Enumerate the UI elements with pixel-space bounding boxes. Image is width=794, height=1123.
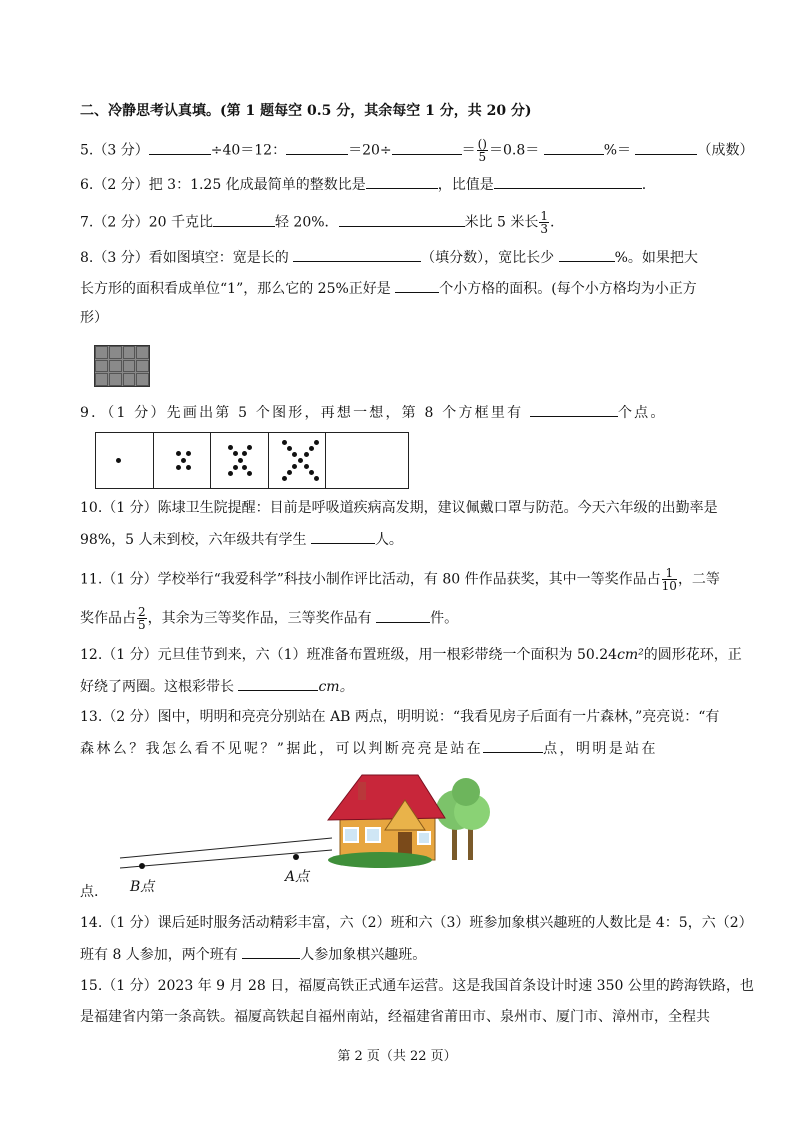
q10-text: 98%，5 人未到校，六年级共有学生 bbox=[80, 532, 307, 548]
fraction bbox=[662, 567, 677, 592]
grid-square bbox=[95, 373, 108, 386]
dot bbox=[298, 458, 303, 463]
pattern-box-1 bbox=[96, 433, 154, 488]
q11-text: 11.（1 分）学校举行“我爱科学”科技小制作评比活动，有 80 件作品获奖，其中一等奖作品占 bbox=[80, 571, 661, 588]
dot bbox=[309, 446, 314, 451]
pattern-box-3 bbox=[211, 433, 269, 488]
q13-text: 点，明明是站在 bbox=[543, 741, 658, 757]
grid-square bbox=[136, 373, 149, 386]
fraction-numerator: 2 bbox=[138, 605, 146, 619]
q5-text: ＝0.8＝ bbox=[489, 142, 540, 159]
answer-blank[interactable] bbox=[311, 529, 375, 544]
dot bbox=[186, 451, 191, 456]
q11-text: 件。 bbox=[430, 610, 459, 627]
q9-text: 个点。 bbox=[617, 405, 667, 421]
answer-blank[interactable] bbox=[635, 140, 697, 155]
dot bbox=[304, 452, 309, 457]
dot bbox=[314, 476, 319, 481]
fraction-denominator: 10 bbox=[661, 579, 677, 593]
grid-square bbox=[123, 346, 136, 359]
label-point-a: A点 bbox=[285, 869, 310, 885]
q12-text: 的圆形花环，正 bbox=[643, 647, 742, 663]
dot bbox=[186, 465, 191, 470]
answer-blank[interactable] bbox=[392, 140, 462, 155]
dot bbox=[292, 464, 297, 469]
question-11-line-2 bbox=[80, 606, 458, 631]
q8-text: %。如果把大 bbox=[614, 250, 698, 266]
answer-blank[interactable] bbox=[544, 140, 604, 155]
dot bbox=[176, 465, 181, 470]
question-15-line-2: 是福建省内第一条高铁。福厦高铁起自福州南站，经福建省莆田市、泉州市、厦门市、漳州市，全程共 bbox=[80, 1009, 710, 1025]
answer-blank[interactable] bbox=[242, 944, 300, 959]
answer-blank[interactable] bbox=[483, 738, 543, 753]
fraction-denominator: 5 bbox=[478, 150, 487, 164]
answer-blank[interactable] bbox=[286, 140, 348, 155]
fraction-numerator: 1 bbox=[540, 209, 549, 223]
dot bbox=[287, 446, 292, 451]
answer-blank[interactable] bbox=[339, 212, 465, 227]
dot bbox=[176, 451, 181, 456]
sight-line-upper bbox=[120, 838, 332, 858]
q8-text: 8.（3 分）看如图填空：宽是长的 bbox=[80, 250, 289, 266]
fraction-denominator: 5 bbox=[138, 618, 146, 632]
q11-text: 奖作品占 bbox=[80, 610, 136, 627]
q13-text: 森林么？我怎么看不见呢？”据此，可以判断亮亮是站在 bbox=[80, 741, 484, 757]
grid-square bbox=[123, 373, 136, 386]
question-15-line-1: 15.（1 分）2023 年 9 月 28 日，福厦高铁正式通车运营。这是我国首条设计时速 350 公里的跨海铁路，也 bbox=[80, 978, 754, 994]
fraction bbox=[137, 606, 147, 631]
fraction-numerator: () bbox=[477, 137, 487, 151]
grid-square bbox=[95, 360, 108, 373]
question-10-line-1: 10.（1 分）陈埭卫生院提醒：目前是呼吸道疾病高发期，建议佩戴口罩与防范。今天六年级的出勤率是 bbox=[80, 500, 718, 516]
question-8-line-3: 形） bbox=[80, 310, 108, 326]
q5-text: ＝20÷ bbox=[348, 142, 392, 159]
q11-text: ，二等 bbox=[677, 571, 720, 588]
dot bbox=[228, 471, 233, 476]
point-b bbox=[139, 863, 145, 869]
answer-blank[interactable] bbox=[376, 608, 430, 623]
answer-blank[interactable] bbox=[395, 278, 439, 293]
fraction bbox=[539, 210, 549, 235]
dot bbox=[233, 451, 238, 456]
pattern-box-2 bbox=[154, 433, 212, 488]
unit-text: cm² bbox=[617, 647, 644, 663]
q9-text: 9．（1 分）先画出第 5 个图形，再想一想，第 8 个方框里有 bbox=[80, 405, 524, 421]
page-footer: 第 2 页（共 22 页） bbox=[337, 1049, 457, 1064]
dot bbox=[233, 465, 238, 470]
q8-text: 个小方格的面积。(每个小方格均为小正方 bbox=[439, 281, 697, 297]
dot bbox=[282, 476, 287, 481]
section-title: 二、冷静思考认真填。(第 1 题每空 0.5 分，其余每空 1 分，共 20 分) bbox=[80, 103, 532, 119]
question-11-line-1 bbox=[80, 567, 720, 592]
dot-pattern-boxes bbox=[95, 432, 409, 489]
question-8-line-1 bbox=[80, 247, 698, 268]
q7-text: 米比 5 米长 bbox=[464, 214, 539, 231]
dot bbox=[242, 451, 247, 456]
question-8-line-2 bbox=[80, 278, 697, 299]
q8-text: （填分数），宽比长少 bbox=[421, 250, 555, 266]
fraction-numerator: 1 bbox=[662, 567, 677, 580]
question-10-line-2 bbox=[80, 529, 403, 550]
label-point-b: B点 bbox=[130, 879, 155, 895]
question-13-line-1: 13.（2 分）图中，明明和亮亮分别站在 AB 两点，明明说：“我看见房子后面有一片森林，”亮亮说：“有 bbox=[80, 709, 720, 725]
rectangle-grid-figure bbox=[94, 345, 150, 387]
dot bbox=[304, 464, 309, 469]
grid-square bbox=[109, 360, 122, 373]
grid-square bbox=[136, 346, 149, 359]
q11-text: ，其余为三等奖作品，三等奖作品有 bbox=[147, 610, 372, 627]
q5-text: %＝ bbox=[603, 142, 632, 159]
q10-text: 人。 bbox=[374, 532, 403, 548]
q7-text: 7.（2 分）20 千克比 bbox=[80, 214, 213, 231]
answer-blank[interactable] bbox=[530, 402, 618, 417]
point-a bbox=[293, 854, 299, 860]
dot bbox=[242, 465, 247, 470]
pattern-box-4 bbox=[269, 433, 327, 488]
q14-text: 人参加象棋兴趣班。 bbox=[300, 947, 427, 963]
question-13-line-3: 点. bbox=[80, 884, 99, 900]
question-14-line-2 bbox=[80, 944, 426, 965]
question-6 bbox=[80, 174, 646, 195]
q5-text: （成数） bbox=[697, 142, 754, 159]
answer-blank[interactable] bbox=[366, 174, 438, 189]
grid-square bbox=[136, 360, 149, 373]
q6-text: ，比值是 bbox=[437, 177, 494, 193]
grid-square bbox=[95, 346, 108, 359]
question-12-line-1 bbox=[80, 645, 742, 665]
grid-square bbox=[123, 360, 136, 373]
forest-trees bbox=[436, 778, 490, 860]
dot bbox=[314, 440, 319, 445]
dot bbox=[292, 452, 297, 457]
q5-text: ÷40＝12： bbox=[210, 142, 287, 159]
q7-text: 轻 20%． bbox=[274, 214, 339, 231]
q14-text: 班有 8 人参加，两个班有 bbox=[80, 947, 238, 963]
dot bbox=[247, 471, 252, 476]
answer-blank[interactable] bbox=[494, 174, 642, 189]
dot bbox=[116, 458, 121, 463]
q12-text: cm。 bbox=[318, 679, 354, 695]
dot bbox=[181, 458, 186, 463]
q12-text: 好绕了两圈。这根彩带长 bbox=[80, 679, 234, 695]
dot bbox=[282, 440, 287, 445]
fraction-denominator: 3 bbox=[540, 222, 549, 236]
q6-text: . bbox=[641, 177, 647, 193]
q6-text: 6.（2 分）把 3：1.25 化成最简单的整数比是 bbox=[80, 177, 366, 193]
question-14-line-1: 14.（1 分）课后延时服务活动精彩丰富，六（2）班和六（3）班参加象棋兴趣班的人数比是 4：5，六（2） bbox=[80, 915, 753, 931]
q5-text: ＝ bbox=[461, 142, 476, 159]
grid-square bbox=[109, 346, 122, 359]
dot bbox=[309, 470, 314, 475]
answer-blank[interactable] bbox=[238, 676, 318, 691]
question-5 bbox=[80, 138, 753, 163]
fraction bbox=[477, 138, 488, 163]
answer-blank[interactable] bbox=[559, 247, 615, 262]
dot bbox=[287, 470, 292, 475]
q5-label: 5.（3 分） bbox=[80, 142, 149, 159]
dot bbox=[228, 445, 233, 450]
q12-text: 12.（1 分）元旦佳节到来，六（1）班准备布置班级，用一根彩带绕一个面积为 50.24 bbox=[80, 647, 618, 663]
question-9 bbox=[80, 402, 667, 423]
grid-square bbox=[109, 373, 122, 386]
question-12-line-2 bbox=[80, 676, 354, 697]
dot bbox=[238, 458, 243, 463]
question-7 bbox=[80, 210, 554, 235]
question-13-line-2 bbox=[80, 738, 658, 759]
pattern-box-5-empty[interactable] bbox=[326, 433, 408, 488]
answer-blank[interactable] bbox=[149, 140, 211, 155]
answer-blank[interactable] bbox=[293, 247, 421, 262]
house bbox=[328, 775, 445, 868]
q8-text: 长方形的面积看成单位“1”，那么它的 25%正好是 bbox=[80, 281, 391, 297]
q7-text: . bbox=[550, 214, 555, 231]
answer-blank[interactable] bbox=[213, 212, 275, 227]
dot bbox=[247, 445, 252, 450]
